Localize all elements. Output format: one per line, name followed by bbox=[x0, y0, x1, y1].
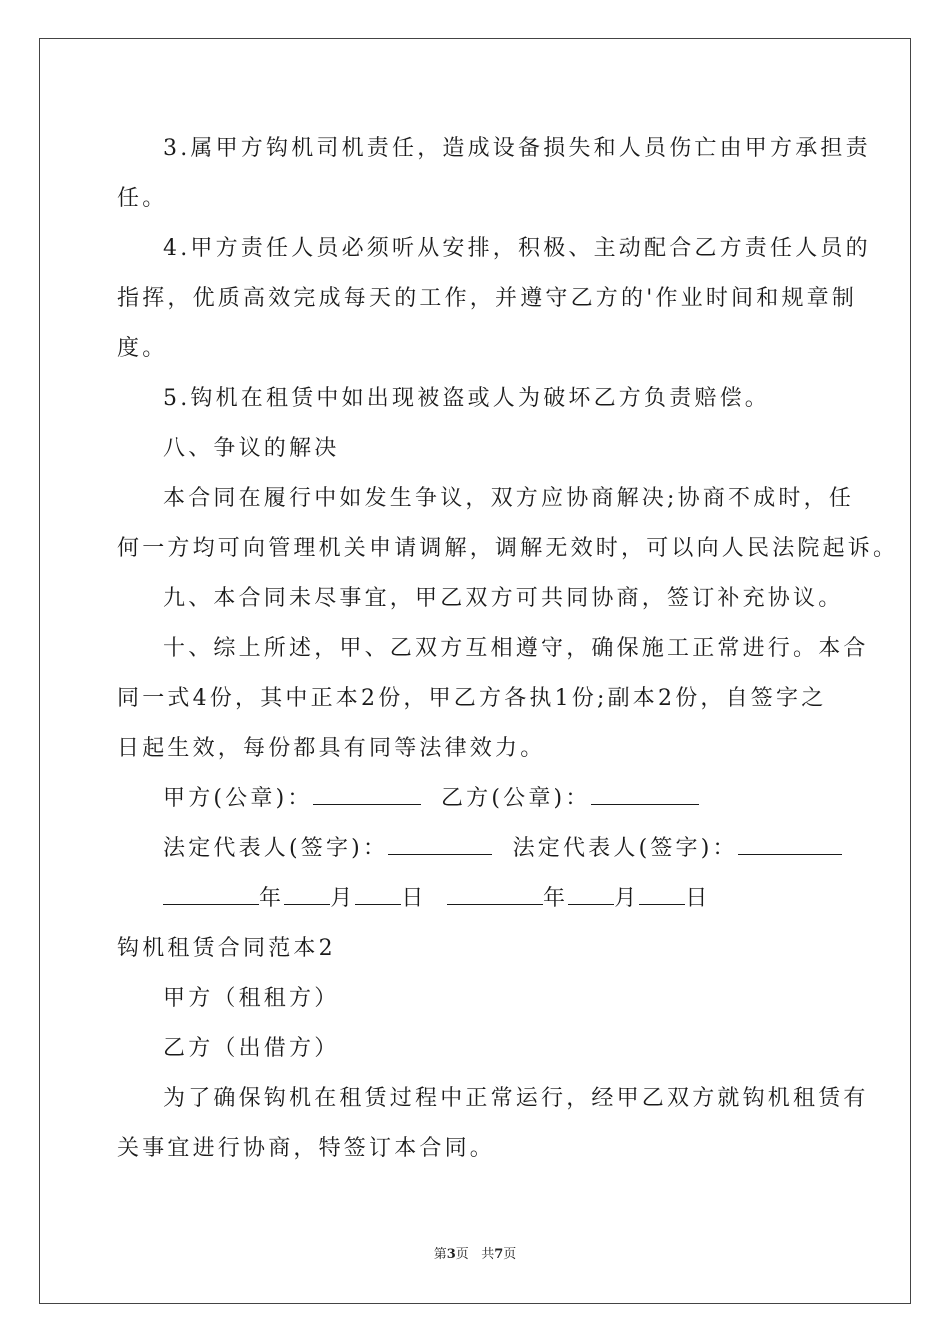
paragraph-clause-5: 5.钩机在租赁中如出现被盗或人为破坏乙方负责赔偿。 bbox=[163, 386, 770, 411]
seal-line bbox=[163, 784, 699, 814]
party-b-year-label: 年 bbox=[543, 886, 569, 911]
date-line bbox=[163, 884, 711, 914]
representative-line bbox=[163, 834, 842, 864]
paragraph-clause-4-line-3: 度。 bbox=[117, 336, 168, 361]
party-a-lessee: 甲方（租租方） bbox=[163, 986, 340, 1011]
party-a-representative-blank[interactable] bbox=[388, 834, 492, 855]
page-prefix: 第 bbox=[433, 1247, 447, 1262]
party-a-month-label: 月 bbox=[330, 886, 356, 911]
party-b-day-label: 日 bbox=[685, 886, 711, 911]
party-b-lessor: 乙方（出借方） bbox=[163, 1036, 340, 1061]
party-a-day-blank[interactable] bbox=[355, 884, 401, 905]
party-b-month-label: 月 bbox=[614, 886, 640, 911]
party-b-month-blank[interactable] bbox=[568, 884, 614, 905]
page-footer bbox=[0, 1246, 950, 1264]
page-current: 3 bbox=[446, 1247, 456, 1262]
page-border bbox=[39, 38, 911, 1304]
paragraph-clause-3-line-2: 任。 bbox=[117, 186, 168, 211]
party-b-seal-blank[interactable] bbox=[591, 784, 699, 805]
intro-line-1: 为了确保钩机在租赁过程中正常运行，经甲乙双方就钩机租赁有 bbox=[163, 1086, 869, 1111]
total-suffix: 页 bbox=[503, 1247, 517, 1262]
party-a-day-label: 日 bbox=[401, 886, 427, 911]
paragraph-dispute-line-1: 本合同在履行中如发生争议，双方应协商解决;协商不成时，任 bbox=[163, 486, 855, 511]
paragraph-section-10-line-2: 同一式4份，其中正本2份，甲乙方各执1份;副本2份，自签字之 bbox=[117, 686, 827, 711]
paragraph-clause-4-line-2: 指挥，优质高效完成每天的工作，并遵守乙方的'作业时间和规章制 bbox=[117, 286, 858, 311]
party-a-year-label: 年 bbox=[259, 886, 285, 911]
paragraph-clause-3-line-1: 3.属甲方钩机司机责任，造成设备损失和人员伤亡由甲方承担责 bbox=[163, 136, 871, 161]
page-suffix: 页 bbox=[455, 1247, 469, 1262]
party-a-year-blank[interactable] bbox=[163, 884, 259, 905]
page-total: 7 bbox=[494, 1247, 504, 1262]
party-a-seal-blank[interactable] bbox=[313, 784, 421, 805]
party-b-day-blank[interactable] bbox=[639, 884, 685, 905]
intro-line-2: 关事宜进行协商，特签订本合同。 bbox=[117, 1136, 496, 1161]
party-a-month-blank[interactable] bbox=[284, 884, 330, 905]
paragraph-clause-4-line-1: 4.甲方责任人员必须听从安排，积极、主动配合乙方责任人员的 bbox=[163, 236, 871, 261]
paragraph-section-10-line-1: 十、综上所述，甲、乙双方互相遵守，确保施工正常进行。本合 bbox=[163, 636, 869, 661]
paragraph-dispute-line-2: 何一方均可向管理机关申请调解，调解无效时，可以向人民法院起诉。 bbox=[117, 536, 899, 561]
party-a-representative-label: 法定代表人(签字)： bbox=[163, 836, 389, 861]
section-title-template-2: 钩机租赁合同范本2 bbox=[117, 936, 336, 961]
party-b-year-blank[interactable] bbox=[447, 884, 543, 905]
party-b-seal-label: 乙方(公章)： bbox=[440, 786, 591, 811]
section-heading-dispute: 八、争议的解决 bbox=[163, 436, 340, 461]
paragraph-section-9: 九、本合同未尽事宜，甲乙双方可共同协商，签订补充协议。 bbox=[163, 586, 844, 611]
party-b-representative-label: 法定代表人(签字)： bbox=[512, 836, 738, 861]
total-prefix: 共 bbox=[481, 1247, 495, 1262]
party-a-seal-label: 甲方(公章)： bbox=[163, 786, 313, 811]
party-b-representative-blank[interactable] bbox=[738, 834, 842, 855]
paragraph-section-10-line-3: 日起生效，每份都具有同等法律效力。 bbox=[117, 736, 546, 761]
